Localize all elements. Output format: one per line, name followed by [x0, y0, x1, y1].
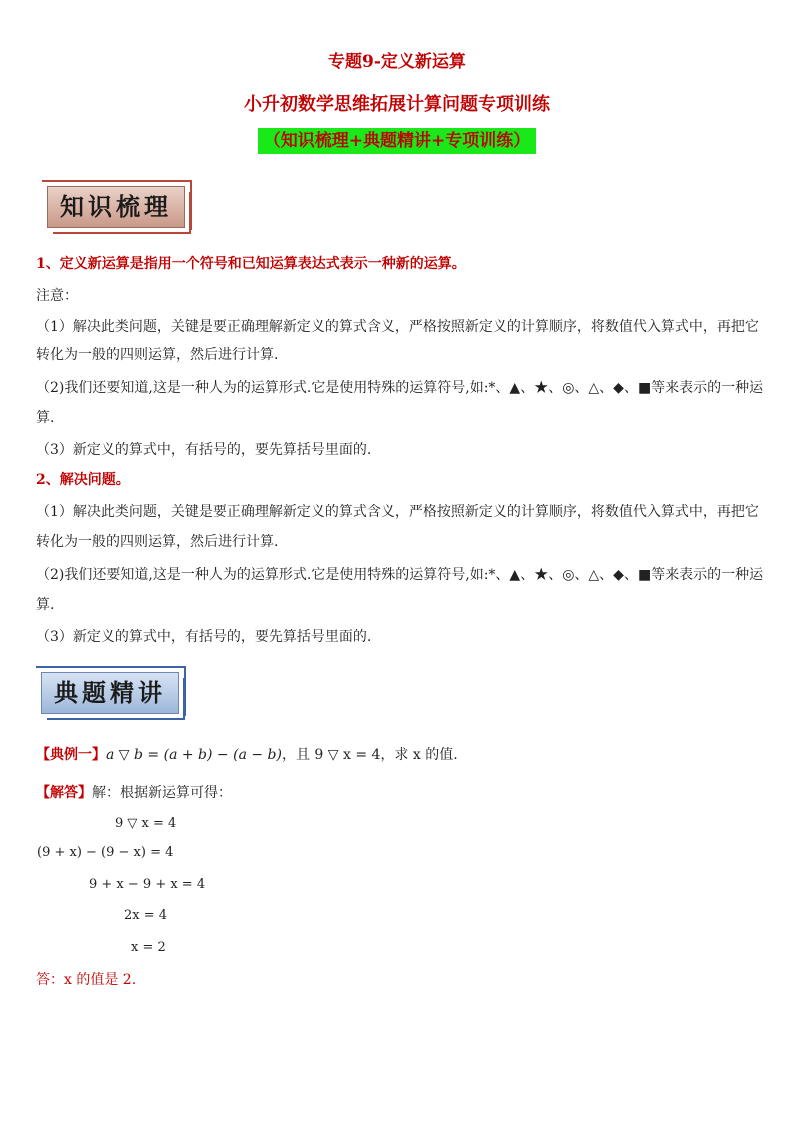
note-3: （3）新定义的算式中，有括号的，要先算括号里面的. — [36, 442, 372, 458]
solution-step-3: 9 + x − 9 + x = 4 — [89, 877, 206, 892]
answer-label: 【解答】 — [36, 785, 92, 801]
banner-examples — [41, 672, 179, 714]
knowledge-point-1: 1、定义新运算是指用一个符号和已知运算表达式表示一种新的运算。 — [36, 256, 466, 272]
method-1a: （1）解决此类问题，关键是要正确理解新定义的算式含义，严格按照新定义的计算顺序，将数值代入算式中，再把它 — [36, 504, 759, 520]
note-label: 注意： — [36, 288, 78, 304]
banner-knowledge-label: 知识梳理 — [60, 192, 172, 221]
example-1 — [36, 745, 760, 765]
conclusion-line — [36, 970, 760, 990]
example-definition: a ▽ b = (a + b) − (a − b) — [106, 747, 282, 763]
note-1a: （1）解决此类问题，关键是要正确理解新定义的算式含义，严格按照新定义的计算顺序，将数值代入算式中，再把它 — [36, 319, 759, 335]
solution-step-2: (9 + x) − (9 − x) = 4 — [37, 845, 174, 860]
title-topic: 专题9-定义新运算 — [328, 52, 466, 72]
title-subject: 小升初数学思维拓展计算问题专项训练 — [244, 94, 550, 115]
answer-intro-line — [36, 783, 760, 803]
method-1b: 转化为一般的四则运算，然后进行计算. — [36, 534, 279, 550]
note-2a: （2)我们还要知道,这是一种人为的运算形式.它是使用特殊的运算符号,如:*、▲、★、◎、△、◆、■等来表示的一种运 — [36, 380, 764, 396]
solution-step-5: x = 2 — [131, 940, 166, 955]
solution-step-4: 2x = 4 — [124, 908, 168, 923]
conclusion: x 的值是 2. — [64, 972, 137, 988]
method-3: （3）新定义的算式中，有括号的，要先算括号里面的. — [36, 629, 372, 645]
title-highlight: （知识梳理+典题精讲+专项训练） — [258, 128, 537, 154]
banner-examples-label: 典题精讲 — [54, 678, 166, 707]
banner-knowledge — [47, 186, 185, 228]
example-label: 【典例一】 — [36, 747, 106, 763]
title-highlight-wrap — [0, 128, 794, 154]
knowledge-point-2: 2、解决问题。 — [36, 472, 130, 488]
conclusion-label: 答： — [36, 972, 64, 988]
solution-step-1: 9 ▽ x = 4 — [115, 816, 177, 831]
example-condition: ，且 9 ▽ x = 4，求 x 的值. — [281, 747, 458, 763]
note-2b: 算. — [36, 410, 55, 426]
method-2a: （2)我们还要知道,这是一种人为的运算形式.它是使用特殊的运算符号,如:*、▲、★、◎、△、◆、■等来表示的一种运 — [36, 567, 764, 583]
answer-intro: 解：根据新运算可得： — [92, 785, 232, 801]
note-1b: 转化为一般的四则运算，然后进行计算. — [36, 347, 279, 363]
method-2b: 算. — [36, 597, 55, 613]
